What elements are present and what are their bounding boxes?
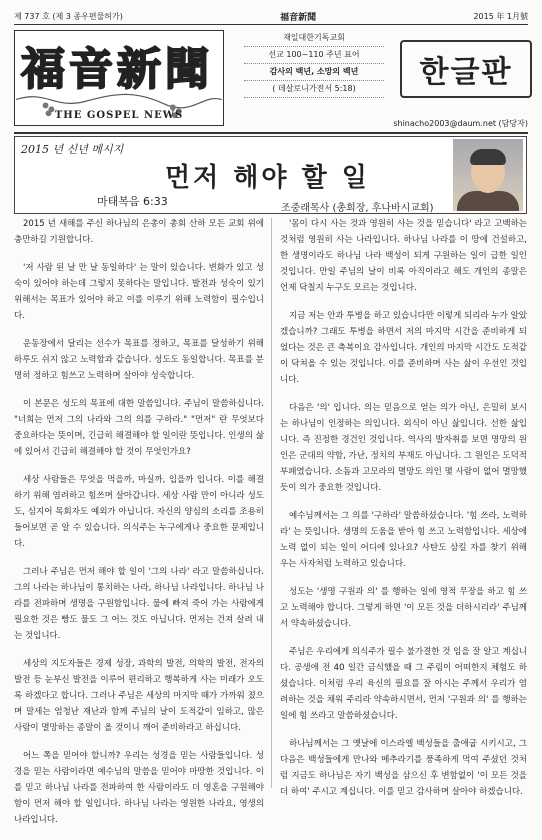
motto-verse: ( 데살로니가전서 5:18) [244, 81, 384, 98]
logo [14, 30, 224, 126]
anniversary-label: 선교 100~110 주년 표어 [244, 47, 384, 64]
paragraph: 운동장에서 달리는 선수가 목표를 정하고, 목표를 달성하기 위해 하루도 쉬지 않고 노력함과 같습니다. 성도도 동일합니다. 목표를 분명히 정하고 힘쓰고 노력하며 살아야 성숙합니다. [14, 339, 264, 381]
paragraph: 2015 년 새해를 주신 하나님의 은총이 총회 산하 모든 교회 위에 충만하길 기원합니다. [14, 219, 264, 245]
paragraph: 하나님께서는 그 옛날에 이스라엘 백성들을 출애굽 시키시고, 그 다음은 백성들에게 만나와 메추라기를 풍족하게 먹여 주셨던 것처럼 지금도 하나님은 자기 백성을 삼으신 후 변함없이 '이 모든 것을 더 하여' 주시고 계십니다. 이를 믿고 감사하며 살아야 하겠습니다. [280, 739, 527, 797]
issue-number [14, 11, 123, 22]
registration-label: (제 3 종우편물허가) [52, 11, 123, 21]
paper-name: 福音新聞 [280, 12, 317, 23]
scripture-reference: 마태복음 6:33 [97, 195, 168, 208]
author-photo [453, 139, 523, 211]
motto-box [244, 30, 384, 126]
paragraph: '저 사람 된 날 만 날 동일하다' 는 말이 있습니다. 변화가 있고 성숙이 있어야 하는데 그렇지 못하다는 말입니다. 발전과 성숙이 있기 위해서는 목표가 있어야 하고 이를 이루기 위해 노력함이 필수입니다. [14, 263, 264, 321]
paragraph: 그러나 주님은 먼저 해야 할 일이 '그의 나라' 라고 말씀하십니다. 그의 나라는 하나님이 통치하는 나라, 하나님 나라입니다. 하나님 나라를 전파하며 생명을 구원함입니다. 물에 빠져 죽어 가는 사람에게 필요한 것은 빵도 물도 그 어느 것도 아닙니다. 먼저는 건져 살려 내는 것입니다. [14, 567, 264, 641]
sermon-title: 먼저 해야 할 일 [165, 163, 370, 193]
paragraph: 성도는 '생명 구원과 의' 를 행하는 일에 영적 무장을 하고 힘 쓰고 노력해야 합니다. 그렇게 하면 '이 모든 것을 더하시리라' 주님께서 약속하셨습니다. [280, 587, 527, 629]
paragraph: 어느 쪽을 믿어야 할니까? 우리는 성경을 믿는 사람들입니다. 성경을 믿는 사람이라면 예수님의 말씀을 믿어야 마땅한 것입니다. 이를 믿고 하나님 나라를 전파하여 한 사람이라도 더 영혼을 구원해야 함이 먼저 해야 할 일입니다. 하나님 나라는 영원한 나라요, 영생의 나라입니다. [14, 751, 264, 825]
edition-badge: 한글판 [400, 40, 532, 98]
contact-email: shinacho2003@daum.net (담당자) [393, 119, 528, 128]
paragraph: 예수님께서는 그 의를 '구하라' 말씀하셨습니다. '힘 쓰라, 노력하라' 는 뜻입니다. 생명의 도움을 받아 힘 쓰고 노력함입니다. 세상에 노력 없이 되는 일이 어디에 있나요? 사탄도 삼킬 자를 찾기 위해 우는 사자처럼 노력하고 있습니다. [280, 511, 527, 569]
paragraph: 이 본문은 성도의 목표에 대한 말씀입니다. 주님이 말씀하십니다. "너희는 먼저 그의 나라와 그의 의를 구하라." "먼저" 란 무엇보다 중요하다는 뜻이며, 긴급히 해결해야 할 일이란 뜻입니다. 인생의 삶에 있어서 긴급히 해결해야 할 것이 무엇인가요? [14, 399, 264, 457]
motto: 감사의 백년, 소망의 백년 [244, 64, 384, 81]
church-name: 재일대한기독교회 [244, 30, 384, 47]
top-bar [14, 8, 528, 25]
sermon-author: 조중래목사 (총회장, 후나바시교회) [281, 203, 434, 214]
column-divider [271, 218, 272, 788]
logo-subtitle: THE GOSPEL NEWS [54, 110, 184, 121]
paragraph: '몸이 다시 사는 것과 영원히 사는 것을 믿습니다' 라고 고백하는 것처럼 영원히 사는 나라입니다. 하나님 나라를 이 땅에 건설하고, 한 생명이라도 하나님 나라 백성이 되게 구원하는 일이 급한 일인 것입니다. 만일 주님의 날이 비록 아직이라고 해도 개인의 종말은 언제 닥칠지 누구도 모르는 것입니다. [280, 219, 527, 293]
masthead [14, 30, 378, 126]
paragraph: 다음은 '의' 입니다. 의는 믿음으로 얻는 의가 아닌, 은밀히 보시는 하나님이 인정하는 의입니다. 외식이 아닌 삶입니다. 선한 삶입니다. 즉 진정한 경건인 것입니다. 역사의 발자취를 보면 명망의 원인은 군대의 약함, 가난, 정치의 부재도 아닙니다. 그 원인은 도덕적 부패였습니다. 소돔과 고모라의 멸망도 의인 몇 사람이 없어 멸망했듯이 의가 중요한 것입니다. [280, 403, 527, 493]
sermon-label: 2015 년 신년 메시지 [21, 143, 124, 156]
right-column [280, 216, 527, 812]
logo-title: 福音新聞 [21, 44, 213, 95]
header-rule [14, 132, 528, 134]
left-column [14, 216, 264, 840]
issue-label: 제 737 호 [14, 11, 50, 21]
sermon-header [14, 136, 527, 214]
paragraph: 지금 저는 안과 투병을 하고 있습니다만 이렇게 되리라 누가 알았겠습니까? 그래도 투병을 하면서 저의 마지막 시간을 준비하게 되었다는 것은 큰 축복이요 감사입니다. 개인의 마지막 시간도 도적같이 닥쳐올 수 있는 것입니다. 이를 준비하며 사는 삶이 우선인 것입니다. [280, 311, 527, 385]
paragraph: 세상의 지도자들은 경제 성장, 과학의 발전, 의학의 발전, 전자의 발전 등 눈부신 발전을 이루어 편리하고 행복하게 사는 미래가 오도록 하겠다고 합니다. 그러나 주님은 세상의 마지막 때가 가까워 졌으며 말세는 엄청난 재난과 함께 주님의 날이 도적같이 임하고, 많은 사람이 멸망하는 종말이 올 것이니 깨어 준비하라고 하십니다. [14, 659, 264, 733]
paragraph: 세상 사람들은 무엇을 먹을까, 마실까, 입을까 입니다. 이를 해결하기 위해 염려하고 힘쓰며 살아갑니다. 세상 사람 만이 아니라 성도도, 심지어 목회자도 예외가 아닙니다. 자신의 양심의 소리를 조용히 들어보면 곧 알 수 있습니다. 의식주는 누구에게나 중요한 문제입니다. [14, 475, 264, 549]
paragraph: 주님은 우리에게 의식주가 필수 불가결한 것 임을 잘 알고 계십니다. 공생애 전 40 일간 금식했을 때 그 주림이 어떠한지 체험도 하셨습니다. 이처럼 우리 육신의 필요를 잘 아시는 주께서 우리가 염려하는 것을 채워 주리라 약속하시면서, 먼저 '구원과 의' 를 행하는 일에 힘 쓰라고 말씀하셨습니다. [280, 647, 527, 721]
issue-date: 2015 年 1月號 [473, 11, 528, 21]
